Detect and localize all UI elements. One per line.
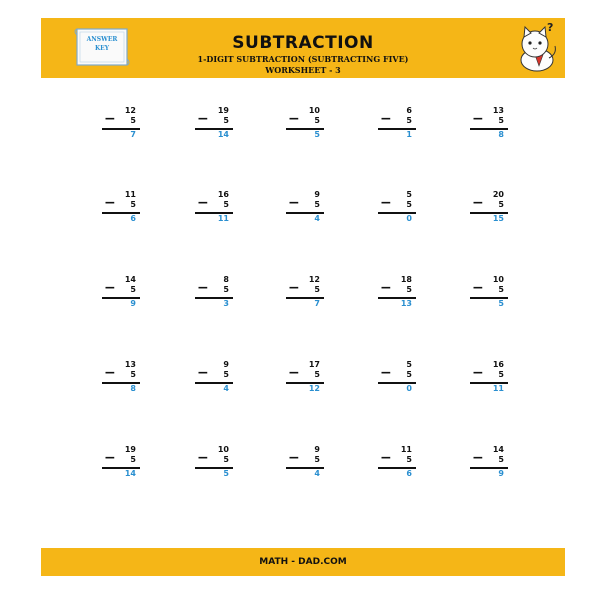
subtrahend: 5 [314, 285, 320, 294]
minuend: 10 [308, 106, 320, 115]
header-banner [41, 18, 565, 78]
subtrahend: 5 [130, 200, 136, 209]
minus-sign: − [197, 195, 209, 211]
answer: 6 [406, 469, 412, 478]
subtrahend: 5 [406, 285, 412, 294]
worksheet-subtitle: 1-DIGIT SUBTRACTION (SUBTRACTING FIVE) [197, 54, 409, 64]
problem-item [187, 190, 241, 230]
minus-sign: − [104, 195, 116, 211]
minus-sign: − [472, 280, 484, 296]
problem-item [187, 275, 241, 315]
minus-sign: − [104, 365, 116, 381]
answer: 8 [498, 130, 504, 139]
minuend: 9 [314, 445, 320, 454]
problem-item [278, 190, 332, 230]
problem-item [187, 106, 241, 146]
subtrahend: 5 [314, 370, 320, 379]
minuend: 6 [406, 106, 412, 115]
answer: 11 [217, 214, 229, 223]
subtrahend: 5 [406, 370, 412, 379]
subtrahend: 5 [130, 455, 136, 464]
minus-sign: − [197, 111, 209, 127]
subtrahend: 5 [223, 200, 229, 209]
answer: 0 [406, 384, 412, 393]
subtrahend: 5 [223, 370, 229, 379]
problem-item [370, 360, 424, 400]
answer: 0 [406, 214, 412, 223]
answer: 9 [130, 299, 136, 308]
footer-site: MATH - DAD.COM [259, 557, 347, 567]
minuend: 11 [124, 190, 136, 199]
subtrahend: 5 [314, 116, 320, 125]
minuend: 13 [124, 360, 136, 369]
worksheet-title: SUBTRACTION [232, 33, 374, 53]
problem-item [370, 275, 424, 315]
answer: 6 [130, 214, 136, 223]
minuend: 11 [400, 445, 412, 454]
answer: 15 [492, 214, 504, 223]
svg-text:?: ? [547, 21, 554, 34]
answer: 7 [314, 299, 320, 308]
minus-sign: − [104, 111, 116, 127]
problem-item [462, 445, 516, 485]
problem-item [462, 106, 516, 146]
minuend: 16 [492, 360, 504, 369]
minus-sign: − [104, 280, 116, 296]
minuend: 13 [492, 106, 504, 115]
answer: 12 [308, 384, 320, 393]
subtrahend: 5 [498, 455, 504, 464]
minuend: 8 [223, 275, 229, 284]
subtrahend: 5 [223, 455, 229, 464]
minuend: 20 [492, 190, 504, 199]
problem-item [94, 106, 148, 146]
minus-sign: − [288, 450, 300, 466]
minus-sign: − [380, 195, 392, 211]
answer: 13 [400, 299, 412, 308]
subtrahend: 5 [406, 116, 412, 125]
minus-sign: − [288, 111, 300, 127]
minuend: 14 [492, 445, 504, 454]
minus-sign: − [472, 195, 484, 211]
minus-sign: − [288, 365, 300, 381]
subtrahend: 5 [223, 116, 229, 125]
minuend: 9 [314, 190, 320, 199]
minuend: 18 [400, 275, 412, 284]
minuend: 9 [223, 360, 229, 369]
problem-item [278, 275, 332, 315]
problem-item [462, 190, 516, 230]
worksheet-number: WORKSHEET - 3 [265, 65, 341, 75]
problem-item [187, 445, 241, 485]
minus-sign: − [472, 450, 484, 466]
problem-item [278, 360, 332, 400]
subtrahend: 5 [498, 200, 504, 209]
problem-item [94, 275, 148, 315]
minuend: 5 [406, 360, 412, 369]
footer-banner [41, 548, 565, 576]
minus-sign: − [288, 280, 300, 296]
problem-item [278, 106, 332, 146]
minus-sign: − [197, 450, 209, 466]
minus-sign: − [380, 450, 392, 466]
minuend: 10 [217, 445, 229, 454]
cat-mascot-icon [515, 20, 563, 76]
problem-item [94, 360, 148, 400]
answer: 5 [223, 469, 229, 478]
subtrahend: 5 [130, 285, 136, 294]
problem-item [462, 275, 516, 315]
minus-sign: − [380, 111, 392, 127]
answer: 3 [223, 299, 229, 308]
minus-sign: − [288, 195, 300, 211]
minuend: 12 [124, 106, 136, 115]
minus-sign: − [197, 280, 209, 296]
answer-key-label: ANSWER KEY [86, 36, 118, 52]
subtrahend: 5 [406, 200, 412, 209]
problem-item [94, 190, 148, 230]
minuend: 10 [492, 275, 504, 284]
answer: 14 [124, 469, 136, 478]
answer: 9 [498, 469, 504, 478]
answer: 4 [314, 469, 320, 478]
minuend: 14 [124, 275, 136, 284]
answer: 5 [498, 299, 504, 308]
subtrahend: 5 [406, 455, 412, 464]
minus-sign: − [472, 111, 484, 127]
subtrahend: 5 [498, 116, 504, 125]
minuend: 17 [308, 360, 320, 369]
minuend: 12 [308, 275, 320, 284]
subtrahend: 5 [314, 455, 320, 464]
minuend: 19 [217, 106, 229, 115]
minus-sign: − [197, 365, 209, 381]
problem-item [370, 190, 424, 230]
subtrahend: 5 [314, 200, 320, 209]
minuend: 5 [406, 190, 412, 199]
minus-sign: − [380, 280, 392, 296]
subtrahend: 5 [130, 116, 136, 125]
answer: 14 [217, 130, 229, 139]
subtrahend: 5 [498, 370, 504, 379]
subtrahend: 5 [223, 285, 229, 294]
minuend: 19 [124, 445, 136, 454]
minuend: 16 [217, 190, 229, 199]
answer: 1 [406, 130, 412, 139]
problem-item [278, 445, 332, 485]
subtrahend: 5 [498, 285, 504, 294]
answer: 7 [130, 130, 136, 139]
problem-item [462, 360, 516, 400]
answer: 5 [314, 130, 320, 139]
problem-item [370, 445, 424, 485]
minus-sign: − [104, 450, 116, 466]
answer: 11 [492, 384, 504, 393]
problem-item [370, 106, 424, 146]
answer: 8 [130, 384, 136, 393]
subtrahend: 5 [130, 370, 136, 379]
problem-item [187, 360, 241, 400]
answer: 4 [223, 384, 229, 393]
minus-sign: − [380, 365, 392, 381]
answer: 4 [314, 214, 320, 223]
minus-sign: − [472, 365, 484, 381]
problem-item [94, 445, 148, 485]
